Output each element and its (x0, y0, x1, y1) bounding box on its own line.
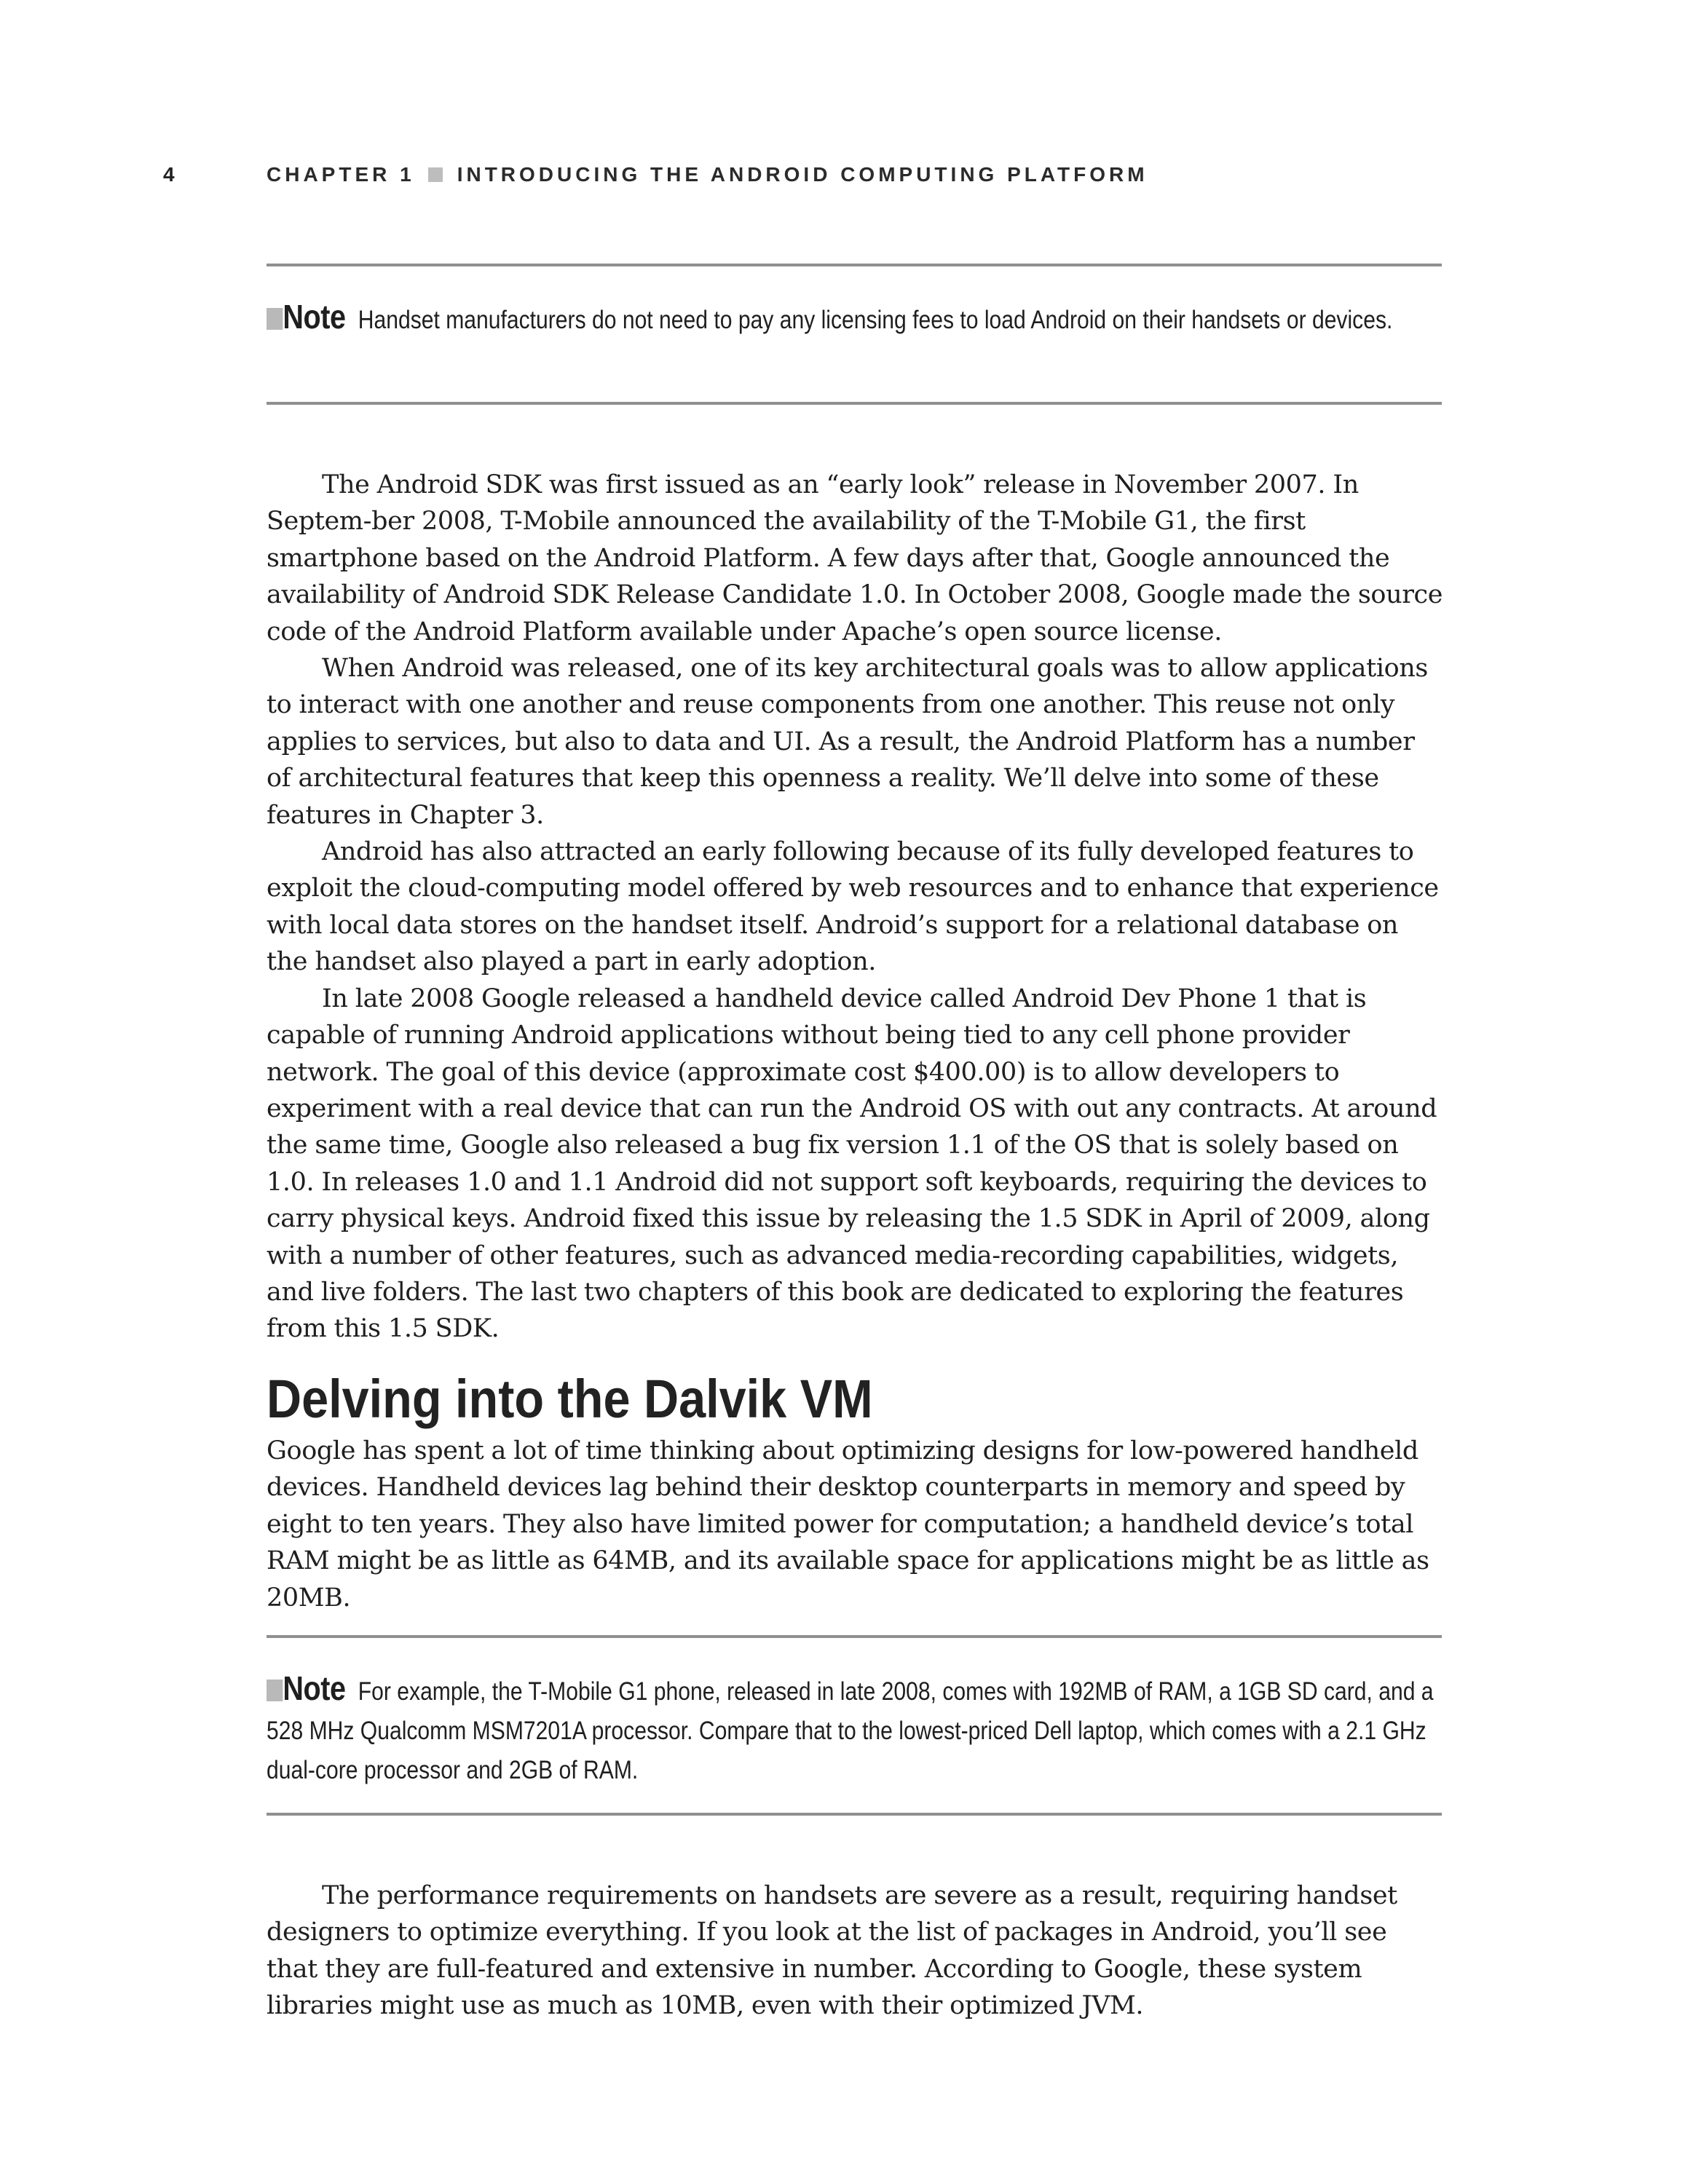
note-label: Note (283, 298, 346, 336)
paragraph: When Android was released, one of its key architectural goals was to allow applications to interact with one another and reuse components from one another. This reuse not only applies to services, but also to data and UI. As a result, the Android Platform has a number of architectural features that keep this openness a reality. We’ll delve into some of these features in Chapter 3. (267, 654, 1428, 830)
page-number: 4 (163, 163, 175, 186)
body-text-block (267, 1878, 1443, 2025)
paragraph: In late 2008 Google released a handheld device called Android Dev Phone 1 that is capable of running Android applications without being tied to any cell phone provider network. The goal of this device (approximate cost $400.00) is to allow developers to experiment with a real device that can run the Android OS with out any contracts. At around the same time, Google also released a bug fix version 1.1 of the OS that is solely based on 1.0. In releases 1.0 and 1.1 Android did not support soft keyboards, requiring the devices to carry physical keys. Android fixed this issue by releasing the 1.5 SDK in April of 2009, along with a number of other features, such as advanced media-recording capabilities, widgets, and live folders. The last two chapters of this book are dedicated to exploring the features from this 1.5 SDK. (267, 984, 1437, 1344)
note-box (267, 297, 1446, 340)
paragraph: The Android SDK was first issued as an “early look” release in November 2007. In Septem-ber 2008, T-Mobile announced the availability of the T-Mobile G1, the first smartphone based on the Android Platform. A few days after that, Google announced the availability of Android SDK Release Candidate 1.0. In October 2008, Google made the source code of the Android Platform available under Apache’s open source license. (267, 470, 1443, 646)
paragraph: Google has spent a lot of time thinking about optimizing designs for low-powered handheld devices. Handheld devices lag behind their desktop counterparts in memory and speed by eight to ten years. They also have limited power for computation; a handheld device’s total RAM might be as little as 64MB, and its available space for applications might be as little as 20MB. (267, 1436, 1429, 1613)
note-marker (267, 1679, 283, 1701)
note-text: For example, the T-Mobile G1 phone, released in late 2008, comes with 192MB of RAM, a 1GB SD card, and a 528 MHz Qualcomm MSM7201A processor. Compare that to the lowest-priced Dell laptop, which comes with a 2.1 GHz dual-core processor and 2GB of RAM. (267, 1677, 1434, 1784)
paragraph: The performance requirements on handsets are severe as a result, requiring handset designers to optimize everything. If you look at the list of packages in Android, you’ll see that they are full-featured and extensive in number. According to Google, these system libraries might use as much as 10MB, even with their optimized JVM. (267, 1881, 1397, 2021)
running-head (267, 163, 1148, 186)
running-head-separator (428, 167, 443, 182)
note-marker (267, 308, 283, 330)
note-text: Handset manufacturers do not need to pay any licensing fees to load Android on their handsets or devices. (358, 306, 1393, 334)
running-head-title: INTRODUCING THE ANDROID COMPUTING PLATFORM (457, 163, 1148, 186)
section-heading: Delving into the Dalvik VM (267, 1369, 873, 1429)
note-top-rule (267, 264, 1442, 266)
note-label: Note (283, 1669, 346, 1707)
note-bottom-rule (267, 1813, 1442, 1816)
body-text-block (267, 467, 1443, 1348)
note-bottom-rule (267, 402, 1442, 405)
paragraph: Android has also attracted an early following because of its fully developed features to exploit the cloud-computing model offered by web resources and to enhance that experience with local data stores on the handset itself. Android’s support for a relational database on the handset also played a part in early adoption. (267, 837, 1439, 977)
note-box (267, 1669, 1446, 1790)
note-top-rule (267, 1635, 1442, 1638)
running-head-chapter: CHAPTER 1 (267, 163, 415, 186)
section-intro-block (267, 1433, 1443, 1616)
